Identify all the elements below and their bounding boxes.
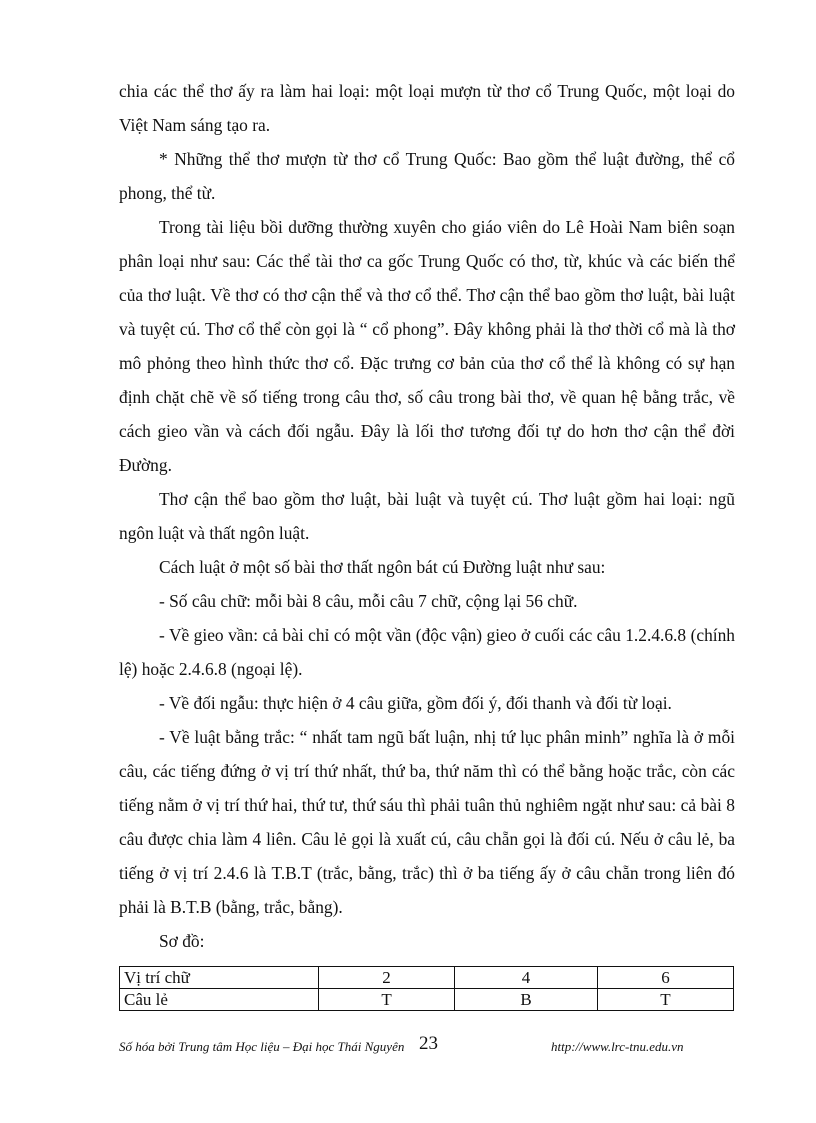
page-number: 23 bbox=[419, 1033, 438, 1054]
body-text bbox=[119, 74, 735, 958]
table-cell: 6 bbox=[597, 967, 733, 989]
table-cell: B bbox=[455, 989, 598, 1011]
paragraph: Cách luật ở một số bài thơ thất ngôn bát cú Đường luật như sau: bbox=[159, 557, 606, 577]
table-cell: Vị trí chữ bbox=[120, 967, 319, 989]
table-cell: T bbox=[597, 989, 733, 1011]
footer-url[interactable]: http://www.lrc-tnu.edu.vn bbox=[551, 1039, 684, 1054]
paragraph: chia các thể thơ ấy ra làm hai loại: một loại mượn từ thơ cổ Trung Quốc, một loại do Việt Nam sáng tạo ra. bbox=[119, 81, 735, 135]
paragraph: - Về đối ngẫu: thực hiện ở 4 câu giữa, gồm đối ý, đối thanh và đối từ loại. bbox=[159, 693, 672, 713]
paragraph: - Về gieo vần: cả bài chỉ có một vần (độc vận) gieo ở cuối các câu 1.2.4.6.8 (chính lệ) hoặc 2.4.6.8 (ngoại lệ). bbox=[119, 625, 735, 679]
schema-table bbox=[119, 966, 734, 1011]
paragraph: Sơ đồ: bbox=[159, 931, 205, 951]
page-footer bbox=[119, 1033, 735, 1063]
paragraph: * Những thể thơ mượn từ thơ cổ Trung Quốc: Bao gồm thể luật đường, thể cổ phong, thể từ. bbox=[119, 149, 735, 203]
table-row bbox=[120, 989, 734, 1011]
paragraph: Trong tài liệu bồi dưỡng thường xuyên cho giáo viên do Lê Hoài Nam biên soạn phân loại như sau: Các thể tài thơ ca gốc Trung Quốc có thơ, từ, khúc và các biến thể của thơ luật. Về thơ có thơ cận thể và thơ cổ thể. Thơ cận thể bao gồm thơ luật, bài luật và tuyệt cú. Thơ cổ thể còn gọi là “ cổ phong”. Đây không phải là thơ thời cổ mà là thơ mô phỏng theo hình thức thơ cổ. Đặc trưng cơ bản của thơ cổ thể là không có sự hạn định chặt chẽ về số tiếng trong câu thơ, số câu trong bài thơ, về quan hệ bằng trắc, về cách gieo vần và cách đối ngẫu. Đây là lối thơ tương đối tự do hơn thơ cận thể đời Đường. bbox=[119, 217, 735, 475]
table-cell: T bbox=[319, 989, 455, 1011]
table-cell: Câu lẻ bbox=[120, 989, 319, 1011]
footer-source: Số hóa bởi Trung tâm Học liệu – Đại học Thái Nguyên bbox=[119, 1039, 405, 1054]
paragraph: - Về luật bằng trắc: “ nhất tam ngũ bất luận, nhị tứ lục phân minh” nghĩa là ở mỗi câu, các tiếng đứng ở vị trí thứ nhất, thứ ba, thứ năm thì có thể bằng hoặc trắc, còn các tiếng nằm ở vị trí thứ hai, thứ tư, thứ sáu thì phải tuân thủ nghiêm ngặt như sau: cả bài 8 câu được chia làm 4 liên. Câu lẻ gọi là xuất cú, câu chẵn gọi là đối cú. Nếu ở câu lẻ, ba tiếng ở vị trí 2.4.6 là T.B.T (trắc, bằng, trắc) thì ở ba tiếng ấy ở câu chẵn trong liên đó phải là B.T.B (bằng, trắc, bằng). bbox=[119, 727, 735, 917]
table-cell: 2 bbox=[319, 967, 455, 989]
paragraph: - Số câu chữ: mỗi bài 8 câu, mỗi câu 7 chữ, cộng lại 56 chữ. bbox=[159, 591, 578, 611]
table-row bbox=[120, 967, 734, 989]
table-cell: 4 bbox=[455, 967, 598, 989]
paragraph: Thơ cận thể bao gồm thơ luật, bài luật và tuyệt cú. Thơ luật gồm hai loại: ngũ ngôn luật và thất ngôn luật. bbox=[119, 489, 735, 543]
